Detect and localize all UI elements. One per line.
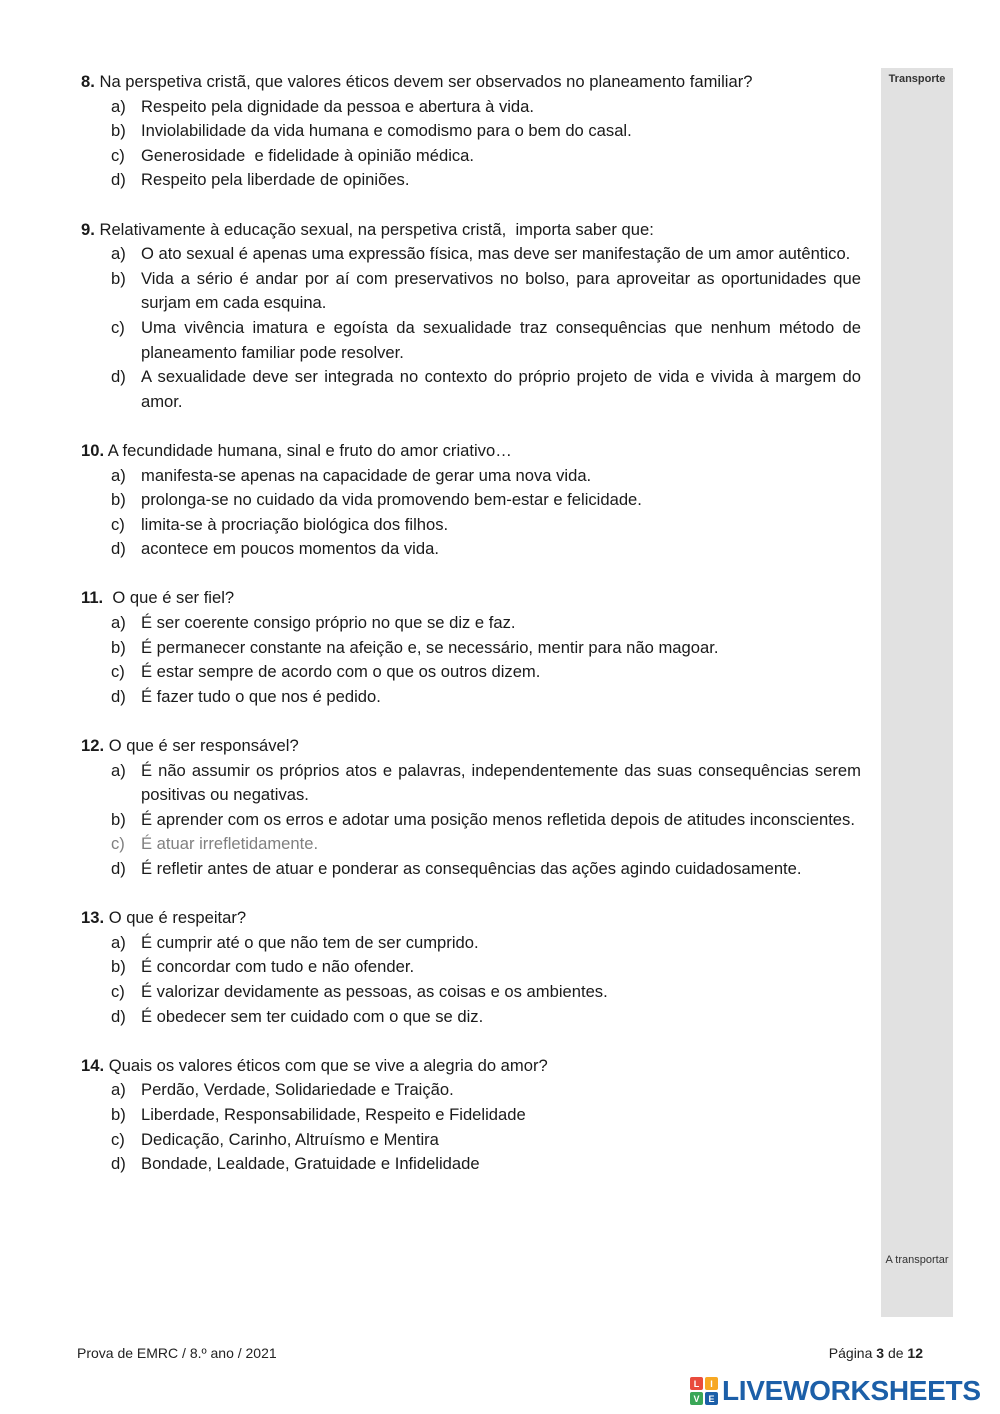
option-text: manifesta-se apenas na capacidade de gerar uma nova vida. [141, 465, 592, 485]
logo-mark-tile: L [690, 1377, 703, 1390]
answer-option[interactable] [81, 119, 861, 144]
option-letter: d) [111, 686, 126, 706]
answer-option[interactable] [81, 808, 861, 833]
carry-forward-label: A transportar [885, 1254, 949, 1266]
option-text: É fazer tudo o que nos é pedido. [141, 686, 381, 706]
option-letter: c) [111, 514, 125, 534]
question-text [81, 439, 861, 464]
question-statement: Quais os valores éticos com que se vive a alegria do amor? [104, 1055, 548, 1075]
answer-option[interactable] [81, 955, 861, 980]
logo-mark-tile: V [690, 1392, 703, 1405]
logo-mark-tile: I [705, 1377, 718, 1390]
answer-option[interactable] [81, 365, 866, 414]
question-8 [81, 70, 861, 193]
option-text: É ser coerente consigo próprio no que se diz e faz. [141, 613, 516, 633]
answer-option[interactable] [81, 980, 861, 1005]
option-text: Bondade, Lealdade, Gratuidade e Infidelidade [141, 1154, 480, 1174]
question-11 [81, 586, 861, 709]
option-letter: c) [111, 1129, 125, 1149]
option-text: É não assumir os próprios atos e palavras, independentemente das suas consequências serem positivas ou negativas. [141, 760, 866, 805]
question-text [81, 218, 861, 243]
option-text: Vida a sério é andar por aí com preservativos no bolso, para aproveitar as oportunidades que surjam em cada esquina. [141, 268, 866, 313]
answer-option[interactable] [81, 685, 861, 710]
option-text: Respeito pela liberdade de opiniões. [141, 170, 410, 190]
option-letter: b) [111, 490, 126, 510]
option-text: É estar sempre de acordo com o que os outros dizem. [141, 662, 541, 682]
option-letter: b) [111, 1104, 126, 1124]
page-number: Página 3 de 12 [828, 1345, 923, 1361]
question-text [81, 586, 861, 611]
answer-option[interactable] [81, 537, 861, 562]
option-text: Uma vivência imatura e egoísta da sexualidade traz consequências que nenhum método de planeamento familiar pode resolver. [141, 317, 866, 362]
option-letter: a) [111, 932, 126, 952]
question-number: 8. [81, 72, 95, 91]
question-number: 9. [81, 219, 95, 239]
liveworksheets-mark-icon [690, 1377, 718, 1405]
question-statement: Na perspetiva cristã, que valores éticos devem ser observados no planeamento familiar? [94, 72, 753, 91]
question-9 [81, 218, 866, 415]
answer-option[interactable] [81, 611, 861, 636]
option-letter: b) [111, 957, 126, 977]
answer-option[interactable] [81, 1005, 861, 1030]
exam-title: Prova de EMRC / 8.º ano / 2021 [77, 1345, 277, 1361]
option-text: É permanecer constante na afeição e, se necessário, mentir para não magoar. [141, 637, 719, 657]
option-text: É atuar irrefletidamente. [141, 834, 319, 854]
question-number: 13. [81, 908, 105, 928]
option-letter: d) [111, 1154, 126, 1174]
option-letter: d) [111, 1006, 126, 1026]
answer-option[interactable] [81, 759, 866, 808]
option-letter: d) [111, 859, 126, 878]
option-letter: a) [111, 1080, 126, 1100]
margin-column [881, 68, 953, 1317]
option-letter: a) [111, 244, 126, 264]
option-letter: a) [111, 465, 126, 485]
option-letter: a) [111, 613, 126, 633]
answer-option[interactable] [81, 144, 861, 169]
answer-option[interactable] [81, 1128, 861, 1153]
answer-option[interactable] [81, 267, 866, 316]
option-letter: b) [111, 809, 126, 829]
option-text: O ato sexual é apenas uma expressão física, mas deve ser manifestação de um amor autêntico. [141, 244, 851, 264]
option-letter: b) [111, 121, 126, 141]
answer-option[interactable] [81, 1152, 861, 1177]
liveworksheets-logo [690, 1374, 981, 1408]
answer-option[interactable] [81, 931, 861, 956]
option-text: É obedecer sem ter cuidado com o que se diz. [141, 1006, 484, 1026]
question-statement: O que é ser fiel? [103, 588, 235, 608]
option-text: prolonga-se no cuidado da vida promovendo bem-estar e felicidade. [141, 490, 642, 510]
option-letter: b) [111, 637, 126, 657]
option-text: É concordar com tudo e não ofender. [141, 957, 415, 977]
option-letter: c) [111, 145, 125, 165]
option-text: É cumprir até o que não tem de ser cumprido. [141, 932, 479, 952]
option-text: limita-se à procriação biológica dos filhos. [141, 514, 449, 534]
logo-mark-tile: E [705, 1392, 718, 1405]
answer-option[interactable] [81, 636, 861, 661]
answer-option[interactable] [81, 832, 861, 857]
question-14 [81, 1054, 861, 1177]
answer-option[interactable] [81, 242, 861, 267]
question-number: 10. [81, 440, 105, 460]
answer-option[interactable] [81, 513, 861, 538]
answer-option[interactable] [81, 95, 861, 120]
option-letter: a) [111, 760, 126, 780]
question-statement: O que é ser responsável? [104, 736, 299, 756]
option-text: A sexualidade deve ser integrada no contexto do próprio projeto de vida e vivida à margem do amor. [141, 367, 866, 411]
option-text: É valorizar devidamente as pessoas, as coisas e os ambientes. [141, 981, 608, 1001]
option-text: acontece em poucos momentos da vida. [141, 539, 439, 559]
option-text: É refletir antes de atuar e ponderar as consequências das ações agindo cuidadosamente. [141, 859, 802, 878]
question-text [81, 906, 861, 931]
option-letter: a) [111, 96, 126, 116]
option-text: Generosidade e fidelidade à opinião médica. [141, 145, 475, 165]
option-letter: c) [111, 662, 125, 682]
question-list [81, 70, 866, 1201]
option-text: Inviolabilidade da vida humana e comodismo para o bem do casal. [141, 121, 632, 141]
question-number: 11. [81, 588, 104, 608]
answer-option[interactable] [81, 316, 866, 365]
answer-option[interactable] [81, 488, 861, 513]
logo-text: LIVEWORKSHEETS [722, 1375, 981, 1406]
question-statement: Relativamente à educação sexual, na perspetiva cristã, importa saber que: [94, 219, 654, 239]
answer-option[interactable] [81, 1078, 861, 1103]
option-letter: c) [111, 981, 125, 1001]
option-letter: d) [111, 367, 126, 387]
answer-option[interactable] [81, 660, 861, 685]
question-10 [81, 439, 861, 562]
question-text [81, 70, 861, 95]
option-text: Perdão, Verdade, Solidariedade e Traição. [141, 1080, 454, 1100]
question-statement: O que é respeitar? [104, 908, 247, 928]
option-letter: c) [111, 834, 125, 854]
answer-option[interactable] [81, 464, 861, 489]
question-text [81, 734, 861, 759]
option-letter: d) [111, 539, 126, 559]
option-letter: d) [111, 170, 126, 190]
question-12 [81, 734, 866, 882]
option-text: Liberdade, Responsabilidade, Respeito e Fidelidade [141, 1104, 526, 1124]
question-statement: A fecundidade humana, sinal e fruto do amor criativo… [104, 440, 512, 460]
option-text: É aprender com os erros e adotar uma posição menos refletida depois de atitudes inconscientes. [141, 809, 855, 829]
question-text [81, 1054, 861, 1079]
answer-option[interactable] [81, 168, 861, 193]
option-letter: c) [111, 317, 125, 337]
option-text: Respeito pela dignidade da pessoa e abertura à vida. [141, 96, 534, 116]
option-text: Dedicação, Carinho, Altruísmo e Mentira [141, 1129, 439, 1149]
answer-option[interactable] [81, 857, 861, 882]
option-letter: b) [111, 268, 126, 288]
question-number: 12. [81, 736, 105, 756]
transport-label: Transporte [888, 73, 946, 85]
question-number: 14. [81, 1055, 105, 1075]
question-13 [81, 906, 861, 1029]
answer-option[interactable] [81, 1103, 861, 1128]
